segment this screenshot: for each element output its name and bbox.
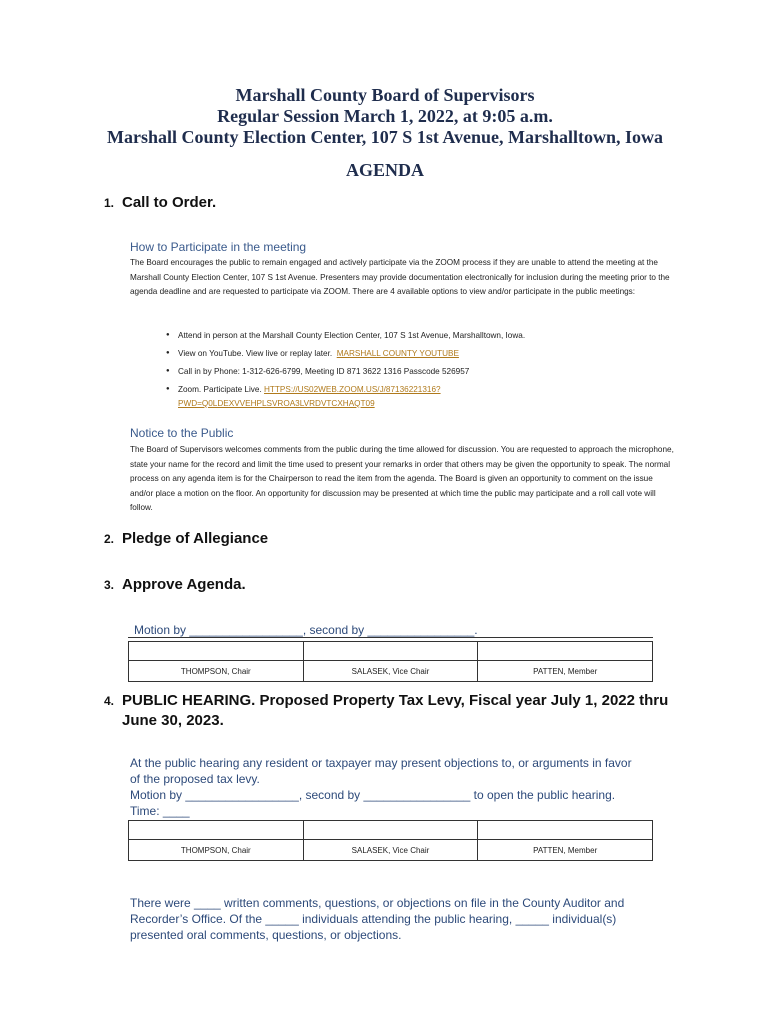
vote-cell-patten[interactable] [478, 642, 653, 661]
section-number: 2. [104, 532, 115, 546]
option-zoom-text: Zoom. Participate Live. [178, 385, 262, 394]
voter-names-row [129, 661, 653, 682]
hearing-vote-table [128, 820, 653, 861]
participate-heading: How to Participate in the meeting [130, 240, 307, 254]
participate-paragraph: The Board encourages the public to remain engaged and actively participate via the ZOOM process if they are unable to attend the meeting at the Marshall County Election Center, 107 S 1st Avenue. Presenters may provide documentation electronically for inclusion during the meeting prior to the agenda deadline and are requested to participate via ZOOM. There are 4 available options to view and/or participate in the public meetings: [130, 258, 670, 297]
section-title: PUBLIC HEARING. Proposed Property Tax Levy, Fiscal year July 1, 2022 thru [122, 692, 669, 709]
notice-heading: Notice to the Public [130, 426, 234, 440]
option-youtube-text: View on YouTube. View live or replay later. [178, 349, 333, 358]
zoom-link-part-2[interactable]: PWD=Q0LDEXVVEHPLSVROA3LVRDVTCXHAQT09 [178, 398, 375, 408]
comments-text: presented oral comments, questions, or objections. [130, 928, 402, 942]
section-number: 3. [104, 578, 115, 592]
hearing-text: of the proposed tax levy. [130, 772, 260, 786]
vote-cell-thompson[interactable] [129, 642, 304, 661]
section-title: Pledge of Allegiance [122, 530, 269, 547]
youtube-link[interactable]: MARSHALL COUNTY YOUTUBE [336, 349, 459, 358]
board-name-title: Marshall County Board of Supervisors [235, 85, 535, 105]
zoom-link-part-1[interactable]: HTTPS://US02WEB.ZOOM.US/J/87136221316? [264, 385, 441, 394]
section-title: Call to Order. [122, 194, 217, 211]
vote-cell-salasek[interactable] [303, 642, 478, 661]
agenda-vote-table [128, 641, 653, 682]
section-4-heading [104, 691, 668, 730]
voter-name: SALASEK, Vice Chair [303, 840, 478, 861]
voter-name: PATTEN, Member [478, 840, 653, 861]
comments-paragraph [130, 895, 675, 943]
section-3-heading [104, 576, 246, 593]
motion-divider [128, 637, 653, 638]
section-number: 1. [104, 196, 115, 210]
vote-cell-patten[interactable] [478, 821, 653, 840]
section-title: Approve Agenda. [122, 576, 246, 593]
section-title-continued: June 30, 2023. [122, 712, 224, 729]
hearing-motion-line: Motion by _________________, second by ________________ to open the public hearing. [130, 788, 616, 802]
section-number: 4. [104, 694, 115, 708]
section-2-heading [104, 530, 268, 547]
vote-entry-row [129, 642, 653, 661]
vote-entry-row [129, 821, 653, 840]
voter-names-row [129, 840, 653, 861]
hearing-time-line: Time: ____ [130, 804, 190, 818]
hearing-paragraph [130, 755, 675, 819]
voter-name: THOMPSON, Chair [129, 840, 304, 861]
notice-paragraph: The Board of Supervisors welcomes comments from the public during the time allowed for discussion. You are requested to approach the microphone, state your name for the record and limit the time used to present your remarks in order that others may be given the opportunity to speak. The normal process on any agenda item is for the Chairperson to read the item from the agenda. The Board is given an opportunity to comment on the issue and/or place a motion on the floor. An opportunity for discussion may be presented at which time the public may participate and a roll call vote will follow. [130, 445, 674, 513]
option-in-person: Attend in person at the Marshall County Election Center, 107 S 1st Avenue, Marshalltown, Iowa. [178, 331, 526, 340]
voter-name: THOMPSON, Chair [129, 661, 304, 682]
list-item [166, 347, 676, 361]
comments-text: There were ____ written comments, questions, or objections on file in the County Auditor and [130, 896, 625, 910]
agenda-motion-line: Motion by _________________, second by ________________. [134, 623, 478, 637]
hearing-text: At the public hearing any resident or taxpayer may present objections to, or arguments in favor [130, 756, 632, 770]
comments-text: Recorder’s Office. Of the _____ individuals attending the public hearing, _____ individual(s) [130, 912, 617, 926]
location-title: Marshall County Election Center, 107 S 1st Avenue, Marshalltown, Iowa [106, 127, 663, 147]
option-phone: Call in by Phone: 1-312-626-6799, Meeting ID 871 3622 1316 Passcode 526957 [178, 367, 470, 376]
agenda-title: AGENDA [345, 160, 424, 180]
participation-options-list [166, 329, 676, 415]
list-item [166, 329, 676, 343]
list-item [166, 383, 676, 410]
vote-cell-salasek[interactable] [303, 821, 478, 840]
voter-name: SALASEK, Vice Chair [303, 661, 478, 682]
session-title: Regular Session March 1, 2022, at 9:05 a.m. [217, 106, 553, 126]
section-1-heading [104, 194, 216, 211]
vote-cell-thompson[interactable] [129, 821, 304, 840]
list-item [166, 365, 676, 379]
voter-name: PATTEN, Member [478, 661, 653, 682]
